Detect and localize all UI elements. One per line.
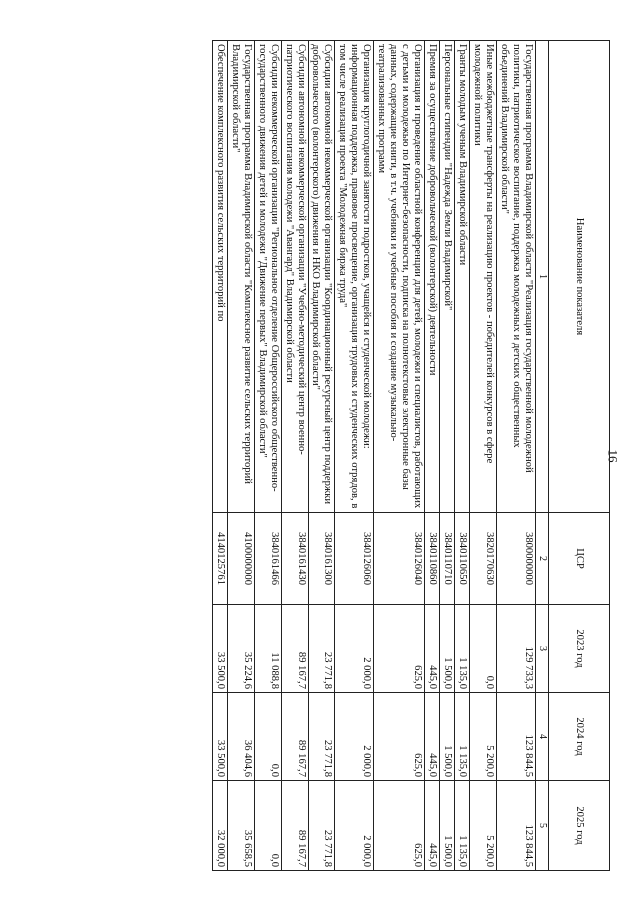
- table-row: [227, 41, 254, 871]
- table-row: [308, 41, 335, 871]
- header-2024: 2024 год: [549, 693, 610, 781]
- row-2025: 5 200,0: [470, 781, 497, 871]
- table-row: [455, 41, 470, 871]
- row-2023: 445,0: [425, 605, 440, 693]
- row-2024: 33 500,0: [212, 693, 227, 781]
- row-2023: 0,0: [470, 605, 497, 693]
- row-2024: 36 404,6: [227, 693, 254, 781]
- row-2023: 2 000,0: [335, 605, 374, 693]
- row-2025: 625,0: [374, 781, 425, 871]
- header-csr: ЦСР: [549, 513, 610, 605]
- row-name: Организация и проведение областной конференции для детей, молодежи и специалистов, работающих с детьми и молодежью по Интернет-безопасности, подписка на полнотекстовые электронные базы данных, содержащие книги, в т.ч. учебники и учебные пособия и создание музыкально-театрализованных программ: [374, 41, 425, 513]
- row-csr: 4100000000: [227, 513, 254, 605]
- row-2023: 89 167,7: [281, 605, 308, 693]
- row-name: Организация круглогодичной занятости подростков, учащейся и студенческой молодежи: информационная поддержка, правовое просвещение, организация трудовых и студенческих отрядов, в том числе реализация проекта "Молодежная биржа труда": [335, 41, 374, 513]
- row-name: Обеспечение комплексного развития сельских территорий по: [212, 41, 227, 513]
- row-csr: 3840161466: [254, 513, 281, 605]
- row-2025: 1 135,0: [455, 781, 470, 871]
- rotated-table-frame: [30, 40, 610, 870]
- row-name: Премия за осуществление добровольческой (волонтерской) деятельности: [425, 41, 440, 513]
- row-2024: 23 771,8: [308, 693, 335, 781]
- row-2023: 33 500,0: [212, 605, 227, 693]
- row-2024: 1 500,0: [440, 693, 455, 781]
- table-row: [497, 41, 536, 871]
- table-row: [470, 41, 497, 871]
- row-csr: 3840126040: [374, 513, 425, 605]
- row-name: Персональные стипендии "Надежда Земли Владимирской": [440, 41, 455, 513]
- row-csr: 4140125761: [212, 513, 227, 605]
- column-index-row: [536, 41, 549, 871]
- row-name: Иные межбюджетные трансферты на реализацию проектов - победителей конкурсов в сфере молодежной политики: [470, 41, 497, 513]
- row-csr: 3820170630: [470, 513, 497, 605]
- table-header-row: [549, 41, 610, 871]
- row-csr: 3840110650: [455, 513, 470, 605]
- row-csr: 3840161430: [281, 513, 308, 605]
- row-2025: 35 658,5: [227, 781, 254, 871]
- row-2025: 2 000,0: [335, 781, 374, 871]
- row-2024: 2 000,0: [335, 693, 374, 781]
- header-2025: 2025 год: [549, 781, 610, 871]
- row-name: Государственная программа Владимирской области "Комплексное развитие сельских территорий Владимирской области": [227, 41, 254, 513]
- table-row: [254, 41, 281, 871]
- row-2024: 625,0: [374, 693, 425, 781]
- row-name: Гранты молодым ученым Владимирской области: [455, 41, 470, 513]
- row-2025: 32 000,0: [212, 781, 227, 871]
- row-2024: 1 135,0: [455, 693, 470, 781]
- row-csr: 3840110860: [425, 513, 440, 605]
- column-index: 1: [536, 41, 549, 513]
- row-csr: 3840126060: [335, 513, 374, 605]
- row-name: Субсидии автономной некоммерческой организации "Координационный ресурсный центр поддержки добровольческого (волонтерского) движения и НКО Владимирской области": [308, 41, 335, 513]
- row-2024: 89 167,7: [281, 693, 308, 781]
- row-2025: 23 771,8: [308, 781, 335, 871]
- table-row: [281, 41, 308, 871]
- row-2023: 11 088,8: [254, 605, 281, 693]
- row-2024: 0,0: [254, 693, 281, 781]
- table-container: [30, 40, 610, 870]
- budget-table: [212, 40, 610, 871]
- row-2023: 1 135,0: [455, 605, 470, 693]
- row-name: Субсидии автономной некоммерческой организации "Учебно-методический центр военно-патриотического воспитания молодежи "Авангард" Владимирской области: [281, 41, 308, 513]
- header-2023: 2023 год: [549, 605, 610, 693]
- row-2023: 129 733,3: [497, 605, 536, 693]
- table-row: [440, 41, 455, 871]
- row-2025: 445,0: [425, 781, 440, 871]
- row-csr: 3800000000: [497, 513, 536, 605]
- header-indicator-name: Наименование показателя: [549, 41, 610, 513]
- row-2023: 23 771,8: [308, 605, 335, 693]
- row-2025: 123 844,5: [497, 781, 536, 871]
- row-csr: 3840110710: [440, 513, 455, 605]
- row-name: Государственная программа Владимирской области "Реализация государственной молодежной политики, патриотическое воспитание, поддержка молодежных и детских общественных объединений Владимирской области": [497, 41, 536, 513]
- column-index: 2: [536, 513, 549, 605]
- row-2024: 5 200,0: [470, 693, 497, 781]
- column-index: 4: [536, 693, 549, 781]
- row-name: Субсидии некоммерческой организации "Региональное отделение Общероссийского общественно-государственного движения детей и молодежи "Движение первых" Владимирской области": [254, 41, 281, 513]
- row-2023: 625,0: [374, 605, 425, 693]
- page-number: 16: [605, 449, 621, 463]
- row-2025: 89 167,7: [281, 781, 308, 871]
- table-row: [212, 41, 227, 871]
- table-row: [425, 41, 440, 871]
- row-2025: 0,0: [254, 781, 281, 871]
- column-index: 3: [536, 605, 549, 693]
- row-2023: 1 500,0: [440, 605, 455, 693]
- row-2024: 445,0: [425, 693, 440, 781]
- row-2023: 35 224,6: [227, 605, 254, 693]
- row-2024: 123 844,5: [497, 693, 536, 781]
- column-index: 5: [536, 781, 549, 871]
- table-row: [335, 41, 374, 871]
- table-row: [374, 41, 425, 871]
- row-2025: 1 500,0: [440, 781, 455, 871]
- row-csr: 3840161300: [308, 513, 335, 605]
